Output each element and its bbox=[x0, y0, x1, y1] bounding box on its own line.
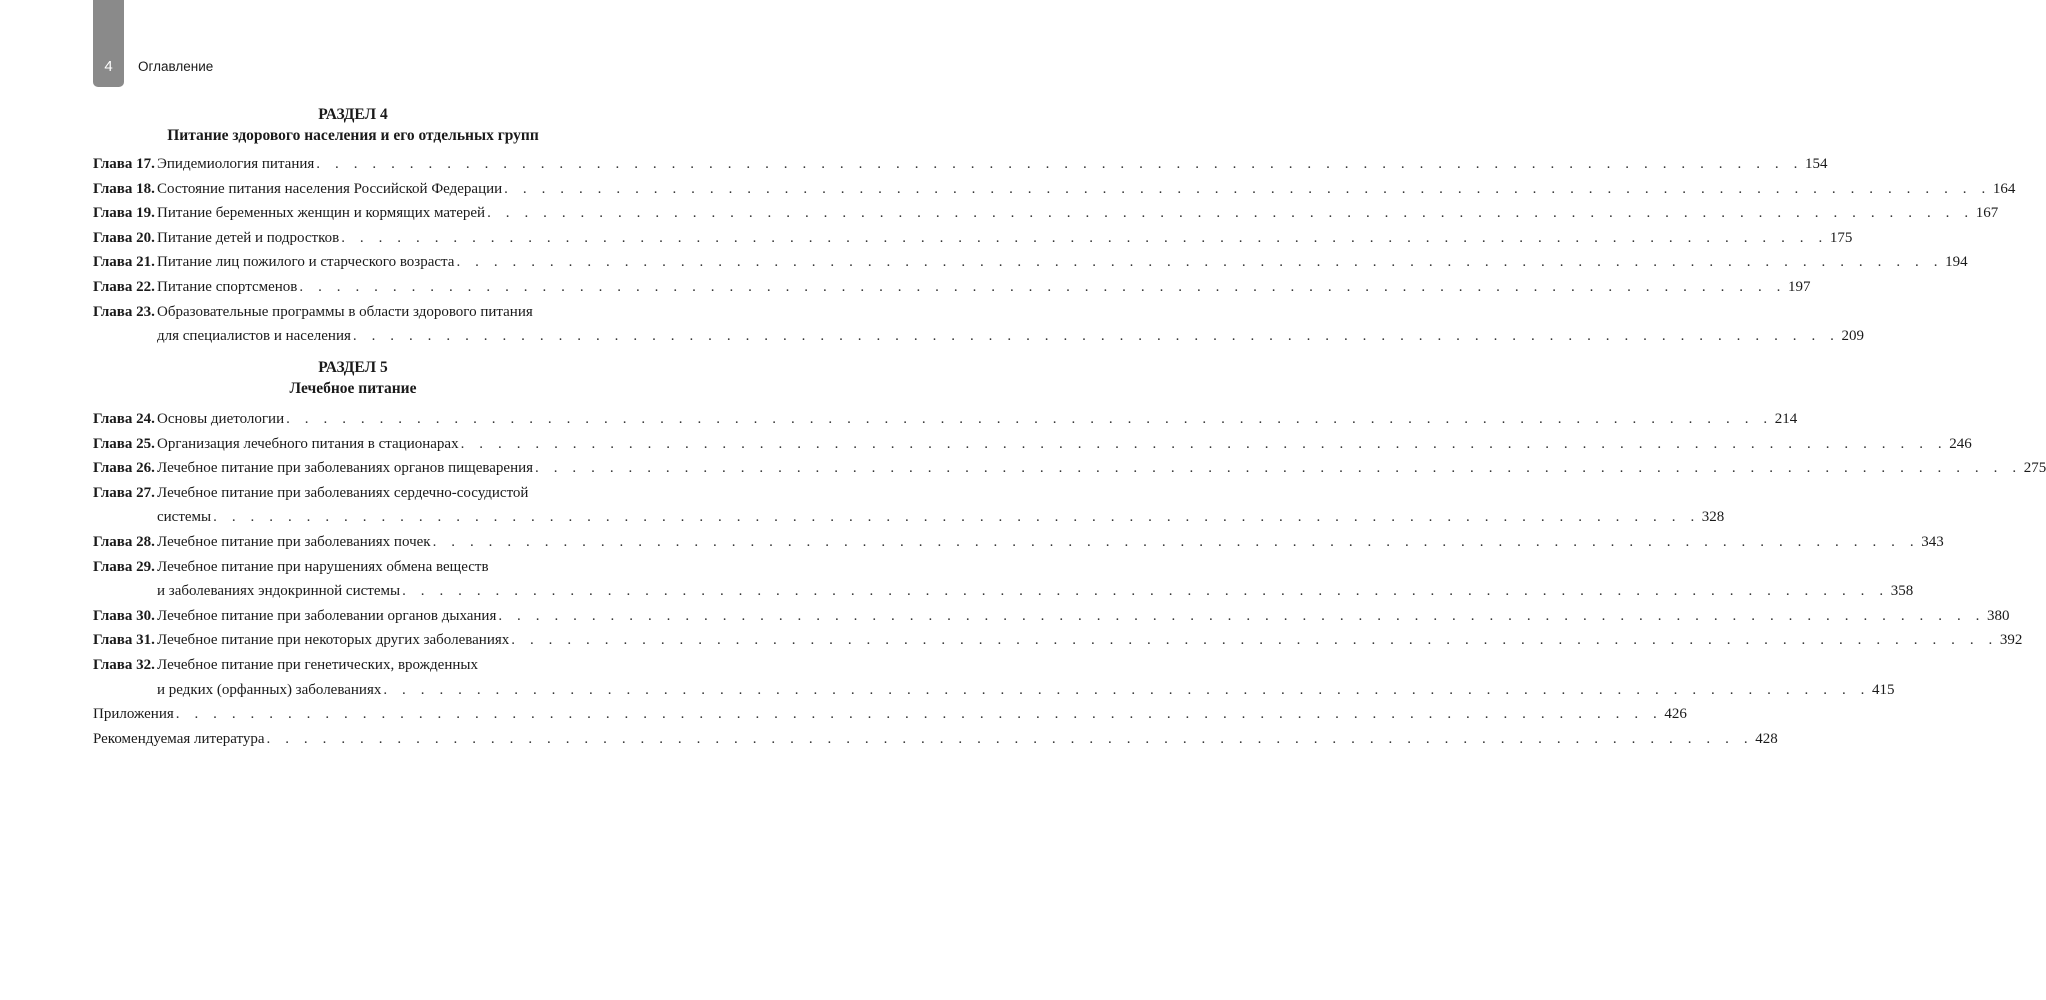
dot-leader: . . . . . . . . . . . . . . . . . . . . . . . . . . . . . . . . . . . . . . . . . . . . . . . . . . . . . . . . . . . . . . . . . . . . . . . . . . . . . . . . bbox=[504, 180, 1991, 197]
dot-leader: . . . . . . . . . . . . . . . . . . . . . . . . . . . . . . . . . . . . . . . . . . . . . . . . . . . . . . . . . . . . . . . . . . . . . . . . . . . . . . . . bbox=[213, 509, 1700, 526]
chapter-line bbox=[157, 300, 613, 324]
page-reference: 209 bbox=[1841, 328, 1865, 345]
chapter-title: Лечебное питание при заболевании органов дыхания bbox=[157, 607, 497, 624]
chapter-line bbox=[157, 177, 2016, 201]
page-reference: 167 bbox=[1975, 205, 1999, 222]
back-matter-title: Рекомендуемая литература bbox=[93, 730, 265, 747]
chapter-title: Образовательные программы в области здорового питания bbox=[157, 303, 533, 320]
chapter-line bbox=[157, 579, 1914, 603]
chapter-row bbox=[93, 628, 2023, 652]
chapter-label: Глава 28. bbox=[93, 534, 155, 550]
back-matter-title: Приложения bbox=[93, 706, 174, 722]
page-reference: 428 bbox=[1755, 730, 1778, 747]
chapter-title: Организация лечебного питания в стационарах bbox=[157, 435, 459, 452]
chapter-title: Лечебное питание при генетических, врожденных bbox=[157, 657, 478, 673]
chapter-row bbox=[93, 432, 1972, 456]
chapter-row bbox=[93, 555, 613, 579]
chapter-line bbox=[157, 432, 1972, 456]
chapter-label: Глава 30. bbox=[93, 607, 155, 624]
dot-leader: . . . . . . . . . . . . . . . . . . . . . . . . . . . . . . . . . . . . . . . . . . . . . . . . . . . . . . . . . . . . . . . . . . . . . . . . . . . . . . . . bbox=[175, 706, 1663, 722]
dot-leader: . . . . . . . . . . . . . . . . . . . . . . . . . . . . . . . . . . . . . . . . . . . . . . . . . . . . . . . . . . . . . . . . . . . . . . . . . . . . . . . . bbox=[299, 279, 1787, 295]
dot-leader: . . . . . . . . . . . . . . . . . . . . . . . . . . . . . . . . . . . . . . . . . . . . . . . . . . . . . . . . . . . . . . . . . . . . . . . . . . . . . . . . bbox=[511, 632, 1998, 649]
chapter-row bbox=[93, 201, 1999, 225]
chapter-row bbox=[93, 530, 1944, 554]
chapter-line bbox=[157, 555, 613, 579]
chapter-label: Глава 25. bbox=[93, 435, 155, 452]
dot-leader: . . . . . . . . . . . . . . . . . . . . . . . . . . . . . . . . . . . . . . . . . . . . . . . . . . . . . . . . . . . . . . . . . . . . . . . . . . . . . . . . bbox=[266, 730, 1754, 747]
chapter-row bbox=[93, 226, 1853, 250]
chapter-row bbox=[93, 300, 613, 324]
chapter-title: Питание спортсменов bbox=[157, 279, 298, 295]
chapter-row bbox=[93, 275, 1811, 299]
chapter-row bbox=[93, 604, 2010, 628]
dot-leader: . . . . . . . . . . . . . . . . . . . . . . . . . . . . . . . . . . . . . . . . . . . . . . . . . . . . . . . . . . . . . . . . . . . . . . . . . . . . . . . . bbox=[535, 460, 2022, 477]
chapter-title: системы bbox=[157, 509, 212, 526]
chapter-label: Глава 22. bbox=[93, 279, 155, 295]
running-title: Оглавление bbox=[138, 59, 214, 74]
dot-leader: . . . . . . . . . . . . . . . . . . . . . . . . . . . . . . . . . . . . . . . . . . . . . . . . . . . . . . . . . . . . . . . . . . . . . . . . . . . . . . . . bbox=[316, 156, 1803, 172]
chapter-line bbox=[157, 152, 1828, 176]
chapter-line bbox=[157, 250, 1968, 274]
page-reference: 426 bbox=[1664, 706, 1687, 722]
chapter-row bbox=[93, 505, 1725, 529]
chapter-line bbox=[157, 456, 2046, 480]
chapter-title: и заболеваниях эндокринной системы bbox=[157, 583, 401, 600]
chapter-line bbox=[157, 530, 1944, 554]
back-matter-row bbox=[93, 727, 1778, 751]
chapter-row bbox=[93, 152, 1828, 176]
chapter-title: Питание детей и подростков bbox=[157, 229, 340, 246]
dot-leader: . . . . . . . . . . . . . . . . . . . . . . . . . . . . . . . . . . . . . . . . . . . . . . . . . . . . . . . . . . . . . . . . . . . . . . . . . . . . . . . . bbox=[498, 607, 1986, 624]
chapter-row bbox=[93, 456, 2046, 480]
page-reference: 328 bbox=[1701, 509, 1725, 526]
chapter-label: Глава 26. bbox=[93, 460, 155, 477]
chapter-label: Глава 24. bbox=[93, 411, 155, 427]
chapter-line bbox=[157, 628, 2023, 652]
chapter-label: Глава 29. bbox=[93, 558, 155, 575]
chapter-line bbox=[157, 604, 2010, 628]
dot-leader: . . . . . . . . . . . . . . . . . . . . . . . . . . . . . . . . . . . . . . . . . . . . . . . . . . . . . . . . . . . . . . . . . . . . . . . . . . . . . . . . bbox=[460, 435, 1948, 452]
chapter-title: Лечебное питание при заболеваниях сердечно-сосудистой bbox=[157, 484, 529, 501]
back-matter-row bbox=[93, 702, 1687, 726]
dot-leader: . . . . . . . . . . . . . . . . . . . . . . . . . . . . . . . . . . . . . . . . . . . . . . . . . . . . . . . . . . . . . . . . . . . . . . . . . . . . . . . . bbox=[402, 583, 1889, 600]
chapter-line bbox=[157, 275, 1811, 299]
chapter-title: Лечебное питание при заболеваниях органов пищеварения bbox=[157, 460, 534, 477]
page-reference: 275 bbox=[2023, 460, 2046, 477]
page-reference: 194 bbox=[1945, 254, 1968, 271]
chapter-title: Состояние питания населения Российской Федерации bbox=[157, 180, 503, 197]
chapter-label: Глава 20. bbox=[93, 229, 155, 246]
chapter-title: Питание лиц пожилого и старческого возраста bbox=[157, 254, 455, 271]
back-matter-line bbox=[93, 727, 1778, 751]
dot-leader: . . . . . . . . . . . . . . . . . . . . . . . . . . . . . . . . . . . . . . . . . . . . . . . . . . . . . . . . . . . . . . . . . . . . . . . . . . . . . . . . bbox=[432, 534, 1920, 550]
dot-leader: . . . . . . . . . . . . . . . . . . . . . . . . . . . . . . . . . . . . . . . . . . . . . . . . . . . . . . . . . . . . . . . . . . . . . . . . . . . . . . . . bbox=[286, 411, 1773, 427]
section-number: РАЗДЕЛ 4 bbox=[318, 106, 388, 123]
page-reference: 175 bbox=[1829, 229, 1853, 246]
chapter-title: Питание беременных женщин и кормящих матерей bbox=[157, 205, 486, 222]
chapter-label: Глава 18. bbox=[93, 180, 155, 197]
chapter-title: и редких (орфанных) заболеваниях bbox=[157, 681, 382, 698]
chapter-line bbox=[157, 324, 1865, 348]
dot-leader: . . . . . . . . . . . . . . . . . . . . . . . . . . . . . . . . . . . . . . . . . . . . . . . . . . . . . . . . . . . . . . . . . . . . . . . . . . . . . . . . bbox=[352, 328, 1840, 345]
section-number: РАЗДЕЛ 5 bbox=[318, 359, 388, 376]
dot-leader: . . . . . . . . . . . . . . . . . . . . . . . . . . . . . . . . . . . . . . . . . . . . . . . . . . . . . . . . . . . . . . . . . . . . . . . . . . . . . . . . bbox=[383, 681, 1870, 698]
chapter-row bbox=[93, 407, 1798, 431]
chapter-title: для специалистов и населения bbox=[157, 328, 351, 345]
page-number: 4 bbox=[104, 58, 113, 75]
chapter-title: Основы диетологии bbox=[157, 411, 285, 427]
page-reference: 380 bbox=[1987, 607, 2010, 624]
dot-leader: . . . . . . . . . . . . . . . . . . . . . . . . . . . . . . . . . . . . . . . . . . . . . . . . . . . . . . . . . . . . . . . . . . . . . . . . . . . . . . . . bbox=[487, 205, 1974, 222]
chapter-label: Глава 27. bbox=[93, 484, 155, 501]
chapter-title: Лечебное питание при нарушениях обмена веществ bbox=[157, 558, 489, 575]
chapter-line bbox=[157, 653, 613, 677]
chapter-row bbox=[93, 250, 1968, 274]
chapter-label: Глава 32. bbox=[93, 657, 155, 673]
chapter-row bbox=[93, 653, 613, 677]
chapter-label: Глава 19. bbox=[93, 205, 155, 222]
section-title: Питание здорового населения и его отдельных групп bbox=[167, 127, 539, 144]
page-reference: 154 bbox=[1804, 156, 1828, 172]
chapter-label: Глава 31. bbox=[93, 632, 155, 649]
chapter-line bbox=[157, 226, 1853, 250]
chapter-label: Глава 21. bbox=[93, 254, 155, 271]
chapter-line bbox=[157, 201, 1999, 225]
chapter-label: Глава 17. bbox=[93, 156, 155, 172]
chapter-title: Лечебное питание при заболеваниях почек bbox=[157, 534, 431, 550]
dot-leader: . . . . . . . . . . . . . . . . . . . . . . . . . . . . . . . . . . . . . . . . . . . . . . . . . . . . . . . . . . . . . . . . . . . . . . . . . . . . . . . . bbox=[341, 229, 1828, 246]
chapter-title: Эпидемиология питания bbox=[157, 156, 315, 172]
chapter-title: Лечебное питание при некоторых других заболеваниях bbox=[157, 632, 510, 649]
chapter-line bbox=[157, 481, 613, 505]
page-reference: 415 bbox=[1872, 681, 1895, 698]
page-reference: 358 bbox=[1890, 583, 1914, 600]
back-matter-line bbox=[93, 702, 1687, 726]
chapter-label: Глава 23. bbox=[93, 303, 155, 320]
page-reference: 392 bbox=[1999, 632, 2023, 649]
chapter-line bbox=[157, 407, 1798, 431]
page-reference: 343 bbox=[1921, 534, 1944, 550]
section-title: Лечебное питание bbox=[289, 380, 417, 397]
page-reference: 246 bbox=[1949, 435, 1972, 452]
chapter-row bbox=[93, 481, 613, 505]
chapter-line bbox=[157, 678, 1895, 702]
page-reference: 214 bbox=[1774, 411, 1798, 427]
chapter-row bbox=[93, 678, 1895, 702]
chapter-line bbox=[157, 505, 1725, 529]
page-reference: 164 bbox=[1992, 180, 2016, 197]
page-reference: 197 bbox=[1788, 279, 1811, 295]
chapter-row bbox=[93, 579, 1914, 603]
chapter-row bbox=[93, 177, 2016, 201]
chapter-row bbox=[93, 324, 1865, 348]
dot-leader: . . . . . . . . . . . . . . . . . . . . . . . . . . . . . . . . . . . . . . . . . . . . . . . . . . . . . . . . . . . . . . . . . . . . . . . . . . . . . . . . bbox=[456, 254, 1944, 271]
